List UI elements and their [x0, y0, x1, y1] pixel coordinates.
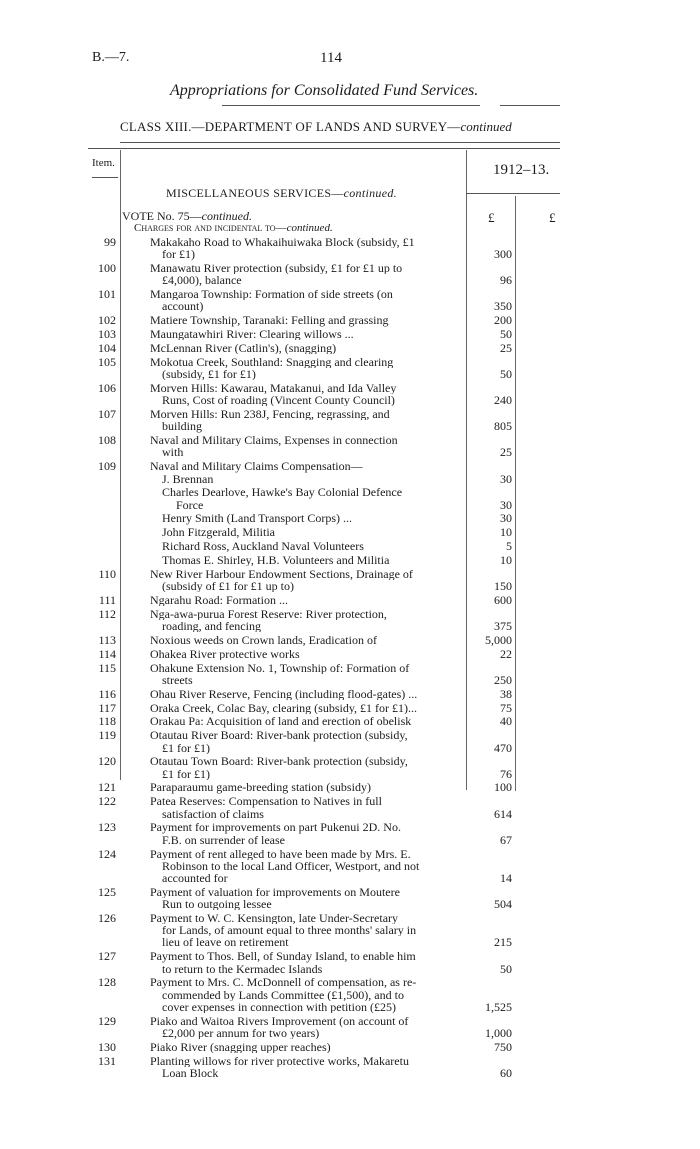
item-description-line: Thomas E. Shirley, H.B. Volunteers and Militia	[162, 554, 390, 567]
item-amount: 50	[500, 367, 512, 382]
item-description-line: for £1)	[162, 248, 195, 261]
item-description-line: Ohakea River protective works	[150, 647, 300, 660]
item-amount: 60	[500, 1065, 512, 1080]
item-description-line: Force	[176, 498, 204, 511]
item-description	[150, 1015, 460, 1040]
item-number: 130	[98, 1039, 116, 1054]
item-description-line: account)	[162, 300, 204, 313]
item-number: 125	[98, 884, 116, 899]
item-description-line: Matiere Township, Taranaki: Felling and grassing	[150, 314, 389, 327]
item-description	[162, 540, 472, 552]
item-number: 105	[98, 354, 116, 369]
item-description-line: satisfaction of claims	[162, 807, 264, 820]
item-amount: 250	[494, 672, 512, 687]
item-number: 103	[98, 327, 116, 342]
item-amount: 1,000	[485, 1026, 512, 1040]
item-description-line: Mangaroa Township: Formation of side streets (on	[150, 288, 393, 301]
item-description	[150, 662, 460, 687]
item-amount: 470	[494, 740, 512, 755]
item-description-line: Payment for improvements on part Pukenui 2D. No.	[150, 821, 401, 834]
item-number: 115	[98, 660, 116, 675]
page-number: 114	[320, 50, 342, 66]
item-description-line: J. Brennan	[162, 472, 214, 485]
item-description	[150, 1041, 460, 1053]
item-description	[150, 460, 460, 485]
item-amount: 30	[500, 471, 512, 486]
item-number: 126	[98, 910, 116, 925]
item-description	[150, 715, 460, 727]
item-number: 131	[98, 1053, 116, 1068]
item-description-line: Runs, Cost of roading (Vincent County Council)	[162, 394, 395, 407]
class-heading-continued: continued	[460, 119, 512, 134]
item-description	[150, 288, 460, 313]
item-description-line: McLennan River (Catlin's), (snagging)	[150, 342, 337, 355]
item-description-line: for Lands, of amount equal to three months' salary in	[162, 924, 417, 937]
item-description-line: cover expenses in connection with petition (£25)	[162, 1000, 396, 1014]
total-column-divider	[515, 196, 516, 791]
item-amount: 25	[500, 341, 512, 355]
item-number: 120	[98, 754, 116, 769]
page-title: Appropriations for Consolidated Fund Services.	[170, 82, 479, 99]
class-heading-text: CLASS XIII.—DEPARTMENT OF LANDS AND SURVEY—	[120, 119, 461, 134]
item-description-line: building	[162, 420, 203, 433]
section-heading-continued: continued.	[343, 186, 397, 200]
item-description-line: Payment to Thos. Bell, of Sunday Island, to enable him	[150, 950, 416, 963]
item-number: 114	[98, 646, 116, 661]
item-amount: 100	[494, 780, 512, 795]
item-number: 109	[98, 459, 116, 474]
item-number: 108	[98, 433, 116, 448]
item-description-line: Robinson to the local Land Officer, Westport, and not	[162, 859, 420, 872]
item-description	[150, 821, 460, 846]
item-description-line: streets	[162, 673, 193, 687]
item-description-line: Payment to W. C. Kensington, late Under-Secretary	[150, 911, 399, 925]
item-number: 111	[98, 592, 116, 607]
item-description-line: Piako River (snagging upper reaches)	[150, 1040, 331, 1054]
item-amount: 215	[494, 935, 512, 950]
item-number: 112	[98, 606, 116, 621]
item-amount: 750	[494, 1039, 512, 1054]
item-description-line: Paraparaumu game-breeding station (subsidy)	[150, 781, 371, 794]
item-description-line: Richard Ross, Auckland Naval Volunteers	[162, 540, 364, 553]
item-number: 128	[98, 975, 116, 990]
item-number: 124	[98, 846, 116, 861]
item-description-line: Mokotua Creek, Southland: Snagging and clearing	[150, 355, 394, 369]
item-description	[150, 568, 460, 593]
class-rule	[120, 142, 560, 143]
item-number: 116	[98, 686, 116, 701]
item-description-line: lieu of leave on retirement	[162, 936, 289, 949]
item-description-line: Patea Reserves: Compensation to Natives in full	[150, 795, 382, 808]
title-rule	[222, 105, 480, 106]
charges-heading-continued: continued.	[286, 222, 333, 234]
item-amount: 240	[494, 393, 512, 408]
item-number: 121	[98, 780, 116, 795]
item-amount: 350	[494, 299, 512, 314]
item-description-line: Payment of rent alleged to have been made by Mrs. E.	[150, 847, 411, 860]
item-description	[150, 1055, 460, 1080]
item-description	[150, 356, 460, 381]
item-description-line: Manawatu River protection (subsidy, £1 for £1 up to	[150, 262, 403, 275]
item-description	[150, 848, 460, 885]
item-description-line: Naval and Military Claims, Expenses in connection	[150, 434, 398, 447]
item-description	[150, 608, 460, 633]
item-description-line: £1 for £1)	[162, 767, 210, 780]
title-rule-right	[500, 105, 560, 106]
item-description	[162, 486, 472, 511]
document-reference: B.—7.	[92, 50, 130, 65]
item-description-line: John Fitzgerald, Militia	[162, 526, 275, 539]
item-description-line: Orakau Pa: Acquisition of land and erection of obelisk	[150, 715, 412, 728]
section-heading	[166, 186, 397, 201]
item-description-line: Ohakune Extension No. 1, Township of: Formation of	[150, 661, 410, 674]
item-description-line: Naval and Military Claims Compensation—	[150, 460, 363, 473]
item-description	[150, 314, 460, 326]
item-description	[162, 554, 472, 566]
item-number: 107	[98, 407, 116, 422]
item-description	[150, 634, 460, 646]
item-description-line: £2,000 per annum for two years)	[162, 1027, 320, 1040]
item-description-line: Morven Hills: Run 238J, Fencing, regrassing, and	[150, 408, 390, 421]
item-amount: 614	[494, 806, 512, 821]
item-description-line: Maungatawhiri River: Clearing willows ...	[150, 328, 354, 341]
item-description-line: Noxious weeds on Crown lands, Eradication of	[150, 633, 377, 647]
item-description-line: Piako and Waitoa Rivers Improvement (on account of	[150, 1014, 409, 1027]
item-amount: 1,525	[485, 999, 512, 1014]
item-amount: 30	[500, 497, 512, 512]
item-amount: 150	[494, 579, 512, 594]
item-number: 99	[104, 235, 116, 249]
item-description-line: Henry Smith (Land Transport Corps) ...	[162, 512, 352, 525]
item-description-line: Run to outgoing lessee	[162, 898, 272, 911]
item-number: 118	[98, 714, 116, 729]
item-amount: 40	[500, 714, 512, 729]
item-column-divider	[120, 150, 121, 780]
item-description	[150, 328, 460, 340]
item-description-line: Payment to Mrs. C. McDonnell of compensation, as re-	[150, 976, 417, 989]
item-number: 129	[98, 1013, 116, 1028]
item-description	[150, 342, 460, 354]
item-description-line: £1 for £1)	[162, 741, 210, 754]
item-description	[162, 512, 472, 524]
item-description-line: Payment of valuation for improvements on Moutere	[150, 885, 400, 899]
item-description-line: Loan Block	[162, 1066, 219, 1080]
item-amount: 76	[500, 766, 512, 781]
item-description-line: Ngarahu Road: Formation ...	[150, 593, 288, 607]
item-number: 104	[98, 341, 116, 355]
item-description-line: Morven Hills: Kawarau, Matakanui, and Ida Valley	[150, 381, 397, 395]
item-description-line: (subsidy of £1 for £1 up to)	[162, 580, 294, 593]
item-amount: 38	[500, 686, 512, 701]
item-amount: 50	[500, 327, 512, 342]
item-amount: 805	[494, 419, 512, 434]
item-number: 110	[98, 566, 116, 581]
item-amount: 5,000	[485, 632, 512, 647]
item-description-line: roading, and fencing	[162, 620, 261, 633]
item-number: 123	[98, 820, 116, 835]
item-number: 127	[98, 949, 116, 964]
item-description-line: Otautau Town Board: River-bank protection (subsidy,	[150, 755, 408, 768]
item-description-line: New River Harbour Endowment Sections, Drainage of	[150, 567, 413, 581]
amount-column-divider	[466, 150, 467, 790]
item-amount: 10	[500, 525, 512, 540]
item-description	[150, 795, 460, 820]
item-amount: 10	[500, 553, 512, 567]
item-description	[150, 236, 460, 261]
item-number: 106	[98, 380, 116, 395]
section-heading-text: MISCELLANEOUS SERVICES—	[166, 186, 344, 200]
item-description	[150, 886, 460, 911]
item-description-line: Planting willows for river protective works, Makaretu	[150, 1054, 409, 1067]
vote-heading-continued: continued.	[201, 209, 252, 223]
item-description-line: commended by Lands Committee (£1,500), and to	[162, 988, 404, 1001]
item-description-line: Otautau River Board: River-bank protection (subsidy,	[150, 729, 408, 742]
item-number: 117	[98, 700, 116, 715]
item-description-line: Nga-awa-purua Forest Reserve: River protection,	[150, 607, 387, 621]
item-amount: 75	[500, 700, 512, 715]
item-amount: 300	[494, 247, 512, 262]
item-description	[150, 729, 460, 754]
item-description-line: F.B. on surrender of lease	[162, 833, 286, 846]
item-description	[150, 434, 460, 459]
item-description-line: Makakaho Road to Whakaihuiwaka Block (subsidy, £1	[150, 236, 415, 249]
item-description	[150, 755, 460, 780]
item-amount: 200	[494, 313, 512, 328]
item-amount: 504	[494, 897, 512, 912]
charges-heading	[134, 222, 333, 234]
item-number: 100	[98, 261, 116, 276]
item-amount: 25	[500, 445, 512, 460]
item-number: 102	[98, 313, 116, 328]
item-number: 113	[98, 632, 116, 647]
item-description-line: Oraka Creek, Colac Bay, clearing (subsidy, £1 for £1)...	[150, 701, 418, 714]
item-description	[150, 688, 460, 700]
item-column-header: Item.	[92, 157, 115, 169]
item-header-rule	[92, 177, 118, 178]
item-amount: 5	[506, 539, 512, 554]
vote-heading-text: VOTE No. 75—	[122, 209, 202, 223]
item-description-line: with	[162, 446, 184, 459]
item-description-line: accounted for	[162, 872, 228, 885]
item-amount: 375	[494, 619, 512, 634]
item-description	[150, 950, 460, 975]
item-amount: 50	[500, 961, 512, 976]
year-heading: 1912–13.	[493, 162, 550, 178]
item-amount: 30	[500, 511, 512, 526]
item-description	[150, 594, 460, 606]
item-description	[150, 702, 460, 714]
item-description-line: (subsidy, £1 for £1)	[162, 368, 256, 381]
item-description	[150, 976, 460, 1013]
item-description-line: Ohau River Reserve, Fencing (including flood-gates) ...	[150, 687, 418, 700]
year-rule	[466, 193, 560, 194]
charges-heading-text: Charges for and incidental to—	[134, 222, 287, 234]
item-description	[150, 262, 460, 287]
item-description	[162, 526, 472, 538]
item-description	[150, 408, 460, 433]
item-amount: 96	[500, 273, 512, 288]
pound-column-1: £	[488, 210, 495, 225]
table-top-rule	[88, 148, 560, 149]
item-description-line: £4,000), balance	[162, 274, 242, 287]
class-heading	[120, 119, 512, 135]
item-description	[150, 648, 460, 660]
item-description	[150, 912, 460, 949]
item-description-line: to return to the Kermadec Islands	[162, 962, 323, 975]
pound-column-2: £	[549, 210, 556, 225]
item-number: 122	[98, 794, 116, 809]
item-number: 101	[98, 287, 116, 302]
item-description	[150, 382, 460, 407]
item-description-line: Charles Dearlove, Hawke's Bay Colonial Defence	[162, 486, 403, 499]
item-amount: 14	[500, 871, 512, 885]
item-amount: 600	[494, 592, 512, 607]
item-amount: 22	[500, 646, 512, 661]
item-number: 119	[98, 728, 116, 743]
item-amount: 67	[500, 832, 512, 847]
item-description	[150, 781, 460, 793]
